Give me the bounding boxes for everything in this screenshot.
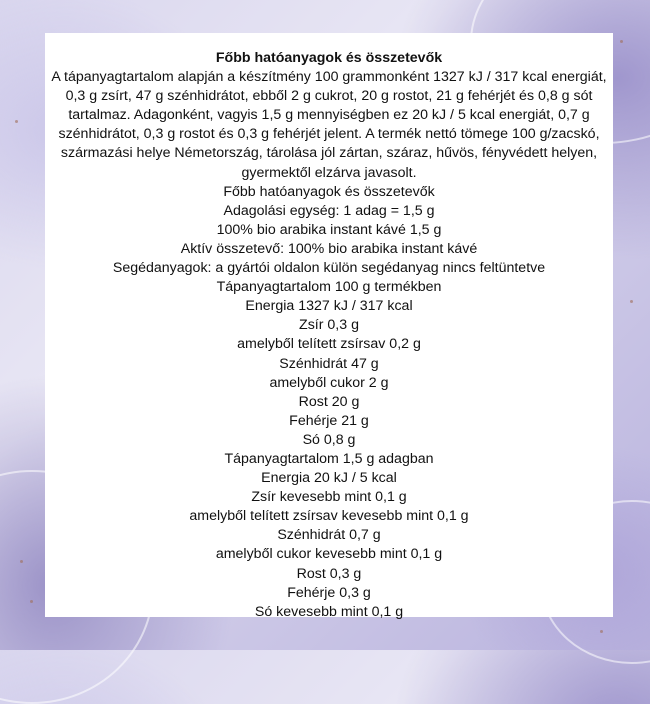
intro-line: szénhidrátot, 0,3 g rostot és 0,3 g fehérjét jelent. A termék nettó tömege 100 g/zacskó,: [58, 126, 600, 143]
nutrition-line: Zsír 0,3 g: [299, 317, 359, 334]
detail-list: [51, 183, 607, 622]
glitter-speck: [30, 600, 33, 603]
nutrition-line: amelyből cukor 2 g: [269, 374, 389, 391]
nutrition-line: Rost 20 g: [298, 393, 360, 410]
nutrition-line: amelyből telített zsírsav kevesebb mint 0,1 g: [189, 508, 469, 525]
nutrition-line: Fehérje 0,3 g: [287, 584, 371, 601]
glitter-speck: [630, 300, 633, 303]
nutrition-line: Só kevesebb mint 0,1 g: [254, 603, 404, 620]
nutrition-line: Fehérje 21 g: [289, 412, 369, 429]
intro-line: származási helye Németország, tárolása jól zártan, száraz, hűvös, fényvédett helyen,: [60, 145, 598, 162]
nutrition-line: amelyből cukor kevesebb mint 0,1 g: [215, 546, 443, 563]
ingredients-card: [45, 33, 613, 620]
detail-line: Aktív összetevő: 100% bio arabika instant kávé: [180, 240, 478, 257]
glitter-speck: [20, 560, 23, 563]
nutrition-line: amelyből telített zsírsav 0,2 g: [237, 336, 421, 353]
detail-line: Adagolási egység: 1 adag = 1,5 g: [223, 202, 435, 219]
section-heading: Főbb hatóanyagok és összetevők: [223, 183, 435, 200]
nutrition-line: Szénhidrát 47 g: [279, 355, 379, 372]
intro-line: 0,3 g zsírt, 47 g szénhidrátot, ebből 2 g cukrot, 20 g rostot, 21 g fehérjét és 0,8 g sót: [65, 88, 593, 105]
intro-line: tartalmaz. Adagonként, vagyis 1,5 g mennyiségben ez 20 kJ / 5 kcal energiát, 0,7 g: [68, 107, 590, 124]
detail-line: 100% bio arabika instant kávé 1,5 g: [216, 221, 442, 238]
nutrition-line: Só 0,8 g: [302, 431, 356, 448]
nutrition-line: Energia 1327 kJ / 317 kcal: [245, 298, 413, 315]
intro-line: gyermektől elzárva javasolt.: [241, 164, 417, 181]
card-title: Főbb hatóanyagok és összetevők: [215, 50, 443, 66]
glitter-speck: [620, 40, 623, 43]
glitter-speck: [15, 120, 18, 123]
section-heading: Tápanyagtartalom 100 g termékben: [216, 279, 442, 296]
detail-line: Segédanyagok: a gyártói oldalon külön segédanyag nincs feltüntetve: [112, 260, 546, 277]
intro-line: A tápanyagtartalom alapján a készítmény 100 grammonként 1327 kJ / 317 kcal energiát,: [51, 69, 607, 86]
nutrition-line: Zsír kevesebb mint 0,1 g: [251, 489, 407, 506]
glitter-speck: [600, 630, 603, 633]
intro-paragraph: [51, 68, 607, 183]
nutrition-line: Szénhidrát 0,7 g: [277, 527, 381, 544]
nutrition-line: Rost 0,3 g: [296, 565, 362, 582]
section-heading: Tápanyagtartalom 1,5 g adagban: [224, 450, 434, 467]
nutrition-line: Energia 20 kJ / 5 kcal: [261, 470, 397, 487]
